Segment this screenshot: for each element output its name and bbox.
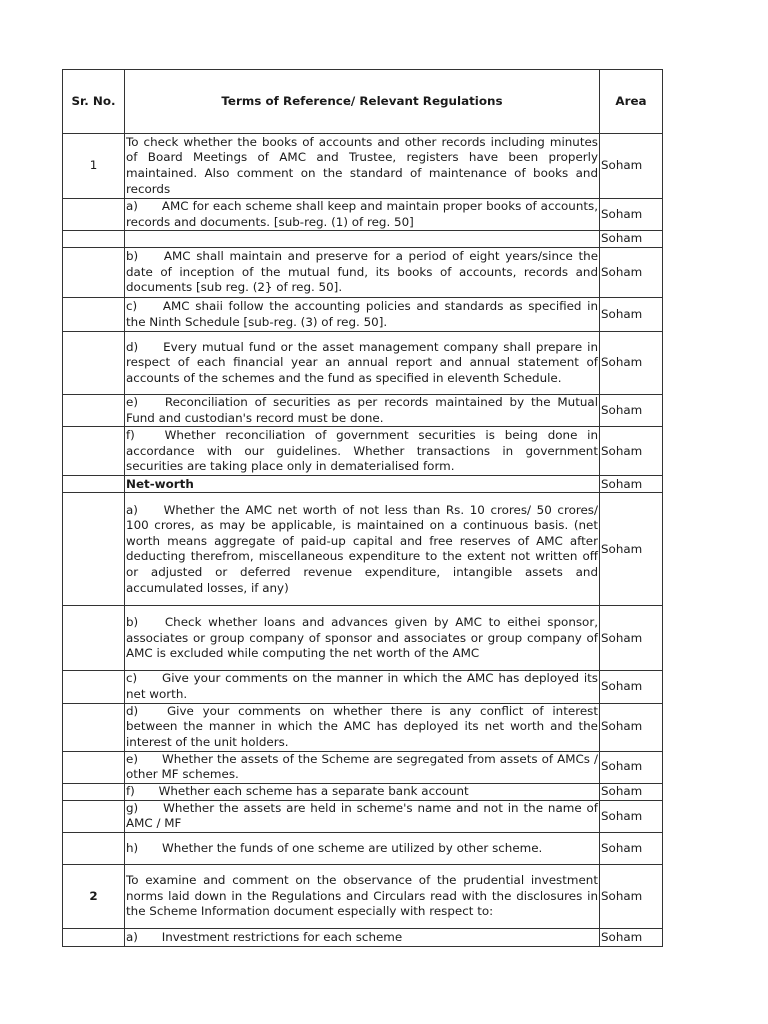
sr-no xyxy=(63,395,125,427)
table-row xyxy=(63,751,663,783)
table-row xyxy=(63,427,663,476)
term-text: h) Whether the funds of one scheme are utilized by other scheme. xyxy=(125,832,600,864)
term-text: b) Check whether loans and advances given by AMC to eithei sponsor, associates or group company of sponsor and associates or group company of AMC is excluded while computing the net worth of the AMC xyxy=(125,606,600,671)
term-text: a) AMC for each scheme shall keep and maintain proper books of accounts, records and documents. [sub-reg. (1) of reg. 50] xyxy=(125,199,600,231)
term-text: g) Whether the assets are held in scheme's name and not in the name of AMC / MF xyxy=(125,800,600,832)
header-terms: Terms of Reference/ Relevant Regulations xyxy=(125,70,600,134)
term-text: To examine and comment on the observance of the prudential investment norms laid down in the Regulations and Circulars read with the disclosures in the Scheme Information document especially with respect to: xyxy=(125,864,600,928)
table-row xyxy=(63,783,663,800)
terms-of-reference-table xyxy=(62,69,663,947)
sr-no xyxy=(63,476,125,493)
term-text: f) Whether each scheme has a separate bank account xyxy=(125,783,600,800)
term-text: b) AMC shall maintain and preserve for a period of eight years/since the date of inception of the mutual fund, its books of accounts, records and documents [sub reg. (2} of reg. 50]. xyxy=(125,248,600,298)
area-value: Soham xyxy=(600,832,663,864)
area-value: Soham xyxy=(600,671,663,703)
term-text: c) AMC shaii follow the accounting policies and standards as specified in the Ninth Schedule [sub-reg. (3) of reg. 50]. xyxy=(125,298,600,332)
table-row xyxy=(63,928,663,946)
table-row xyxy=(63,248,663,298)
header-sr-no: Sr. No. xyxy=(63,70,125,134)
area-value: Soham xyxy=(600,332,663,395)
table-row xyxy=(63,671,663,703)
table-row xyxy=(63,298,663,332)
area-value: Soham xyxy=(600,928,663,946)
term-text: a) Investment restrictions for each scheme xyxy=(125,928,600,946)
term-text: e) Whether the assets of the Scheme are segregated from assets of AMCs / other MF schemes. xyxy=(125,751,600,783)
sr-no xyxy=(63,427,125,476)
table-row xyxy=(63,199,663,231)
sr-no xyxy=(63,703,125,751)
area-value: Soham xyxy=(600,751,663,783)
table-row xyxy=(63,231,663,248)
area-value: Soham xyxy=(600,427,663,476)
section-heading-net-worth: Net-worth xyxy=(125,476,600,493)
table-row xyxy=(63,476,663,493)
area-value: Soham xyxy=(600,298,663,332)
area-value: Soham xyxy=(600,493,663,606)
table-row xyxy=(63,332,663,395)
sr-no xyxy=(63,671,125,703)
term-text xyxy=(125,231,600,248)
area-value: Soham xyxy=(600,800,663,832)
sr-no xyxy=(63,800,125,832)
area-value: Soham xyxy=(600,864,663,928)
table-header-row xyxy=(63,70,663,134)
term-text: d) Every mutual fund or the asset management company shall prepare in respect of each financial year an annual report and annual statement of accounts of the schemes and the fund as specified in eleventh Schedule. xyxy=(125,332,600,395)
sr-no: 2 xyxy=(63,864,125,928)
term-text: f) Whether reconciliation of government securities is being done in accordance with our guidelines. Whether transactions in government securities are taking place only in dematerialised form. xyxy=(125,427,600,476)
sr-no xyxy=(63,248,125,298)
table-row xyxy=(63,606,663,671)
area-value: Soham xyxy=(600,134,663,199)
sr-no xyxy=(63,606,125,671)
area-value: Soham xyxy=(600,783,663,800)
table-row xyxy=(63,800,663,832)
table-row xyxy=(63,134,663,199)
table-row xyxy=(63,395,663,427)
sr-no xyxy=(63,783,125,800)
area-value: Soham xyxy=(600,395,663,427)
term-text: To check whether the books of accounts and other records including minutes of Board Meetings of AMC and Trustee, registers have been properly maintained. Also comment on the standard of maintenance of books and records xyxy=(125,134,600,199)
area-value: Soham xyxy=(600,476,663,493)
area-value: Soham xyxy=(600,199,663,231)
header-area: Area xyxy=(600,70,663,134)
area-value: Soham xyxy=(600,248,663,298)
table-row xyxy=(63,493,663,606)
sr-no xyxy=(63,493,125,606)
term-text: d) Give your comments on whether there is any conflict of interest between the manner in which the AMC has deployed its net worth and the interest of the unit holders. xyxy=(125,703,600,751)
sr-no xyxy=(63,332,125,395)
table-row xyxy=(63,864,663,928)
sr-no xyxy=(63,298,125,332)
area-value: Soham xyxy=(600,231,663,248)
term-text: c) Give your comments on the manner in which the AMC has deployed its net worth. xyxy=(125,671,600,703)
sr-no xyxy=(63,231,125,248)
area-value: Soham xyxy=(600,703,663,751)
sr-no xyxy=(63,199,125,231)
sr-no xyxy=(63,751,125,783)
sr-no xyxy=(63,928,125,946)
table-row xyxy=(63,703,663,751)
sr-no: 1 xyxy=(63,134,125,199)
term-text: e) Reconciliation of securities as per records maintained by the Mutual Fund and custodian's record must be done. xyxy=(125,395,600,427)
area-value: Soham xyxy=(600,606,663,671)
sr-no xyxy=(63,832,125,864)
table-row xyxy=(63,832,663,864)
term-text: a) Whether the AMC net worth of not less than Rs. 10 crores/ 50 crores/ 100 crores, as may be applicable, is maintained on a continuous basis. (net worth means aggregate of paid-up capital and free reserves of AMC after deducting therefrom, miscellaneous expenditure to the extent not written off or adjusted or deferred revenue expenditure, intangible assets and accumulated losses, if any) xyxy=(125,493,600,606)
